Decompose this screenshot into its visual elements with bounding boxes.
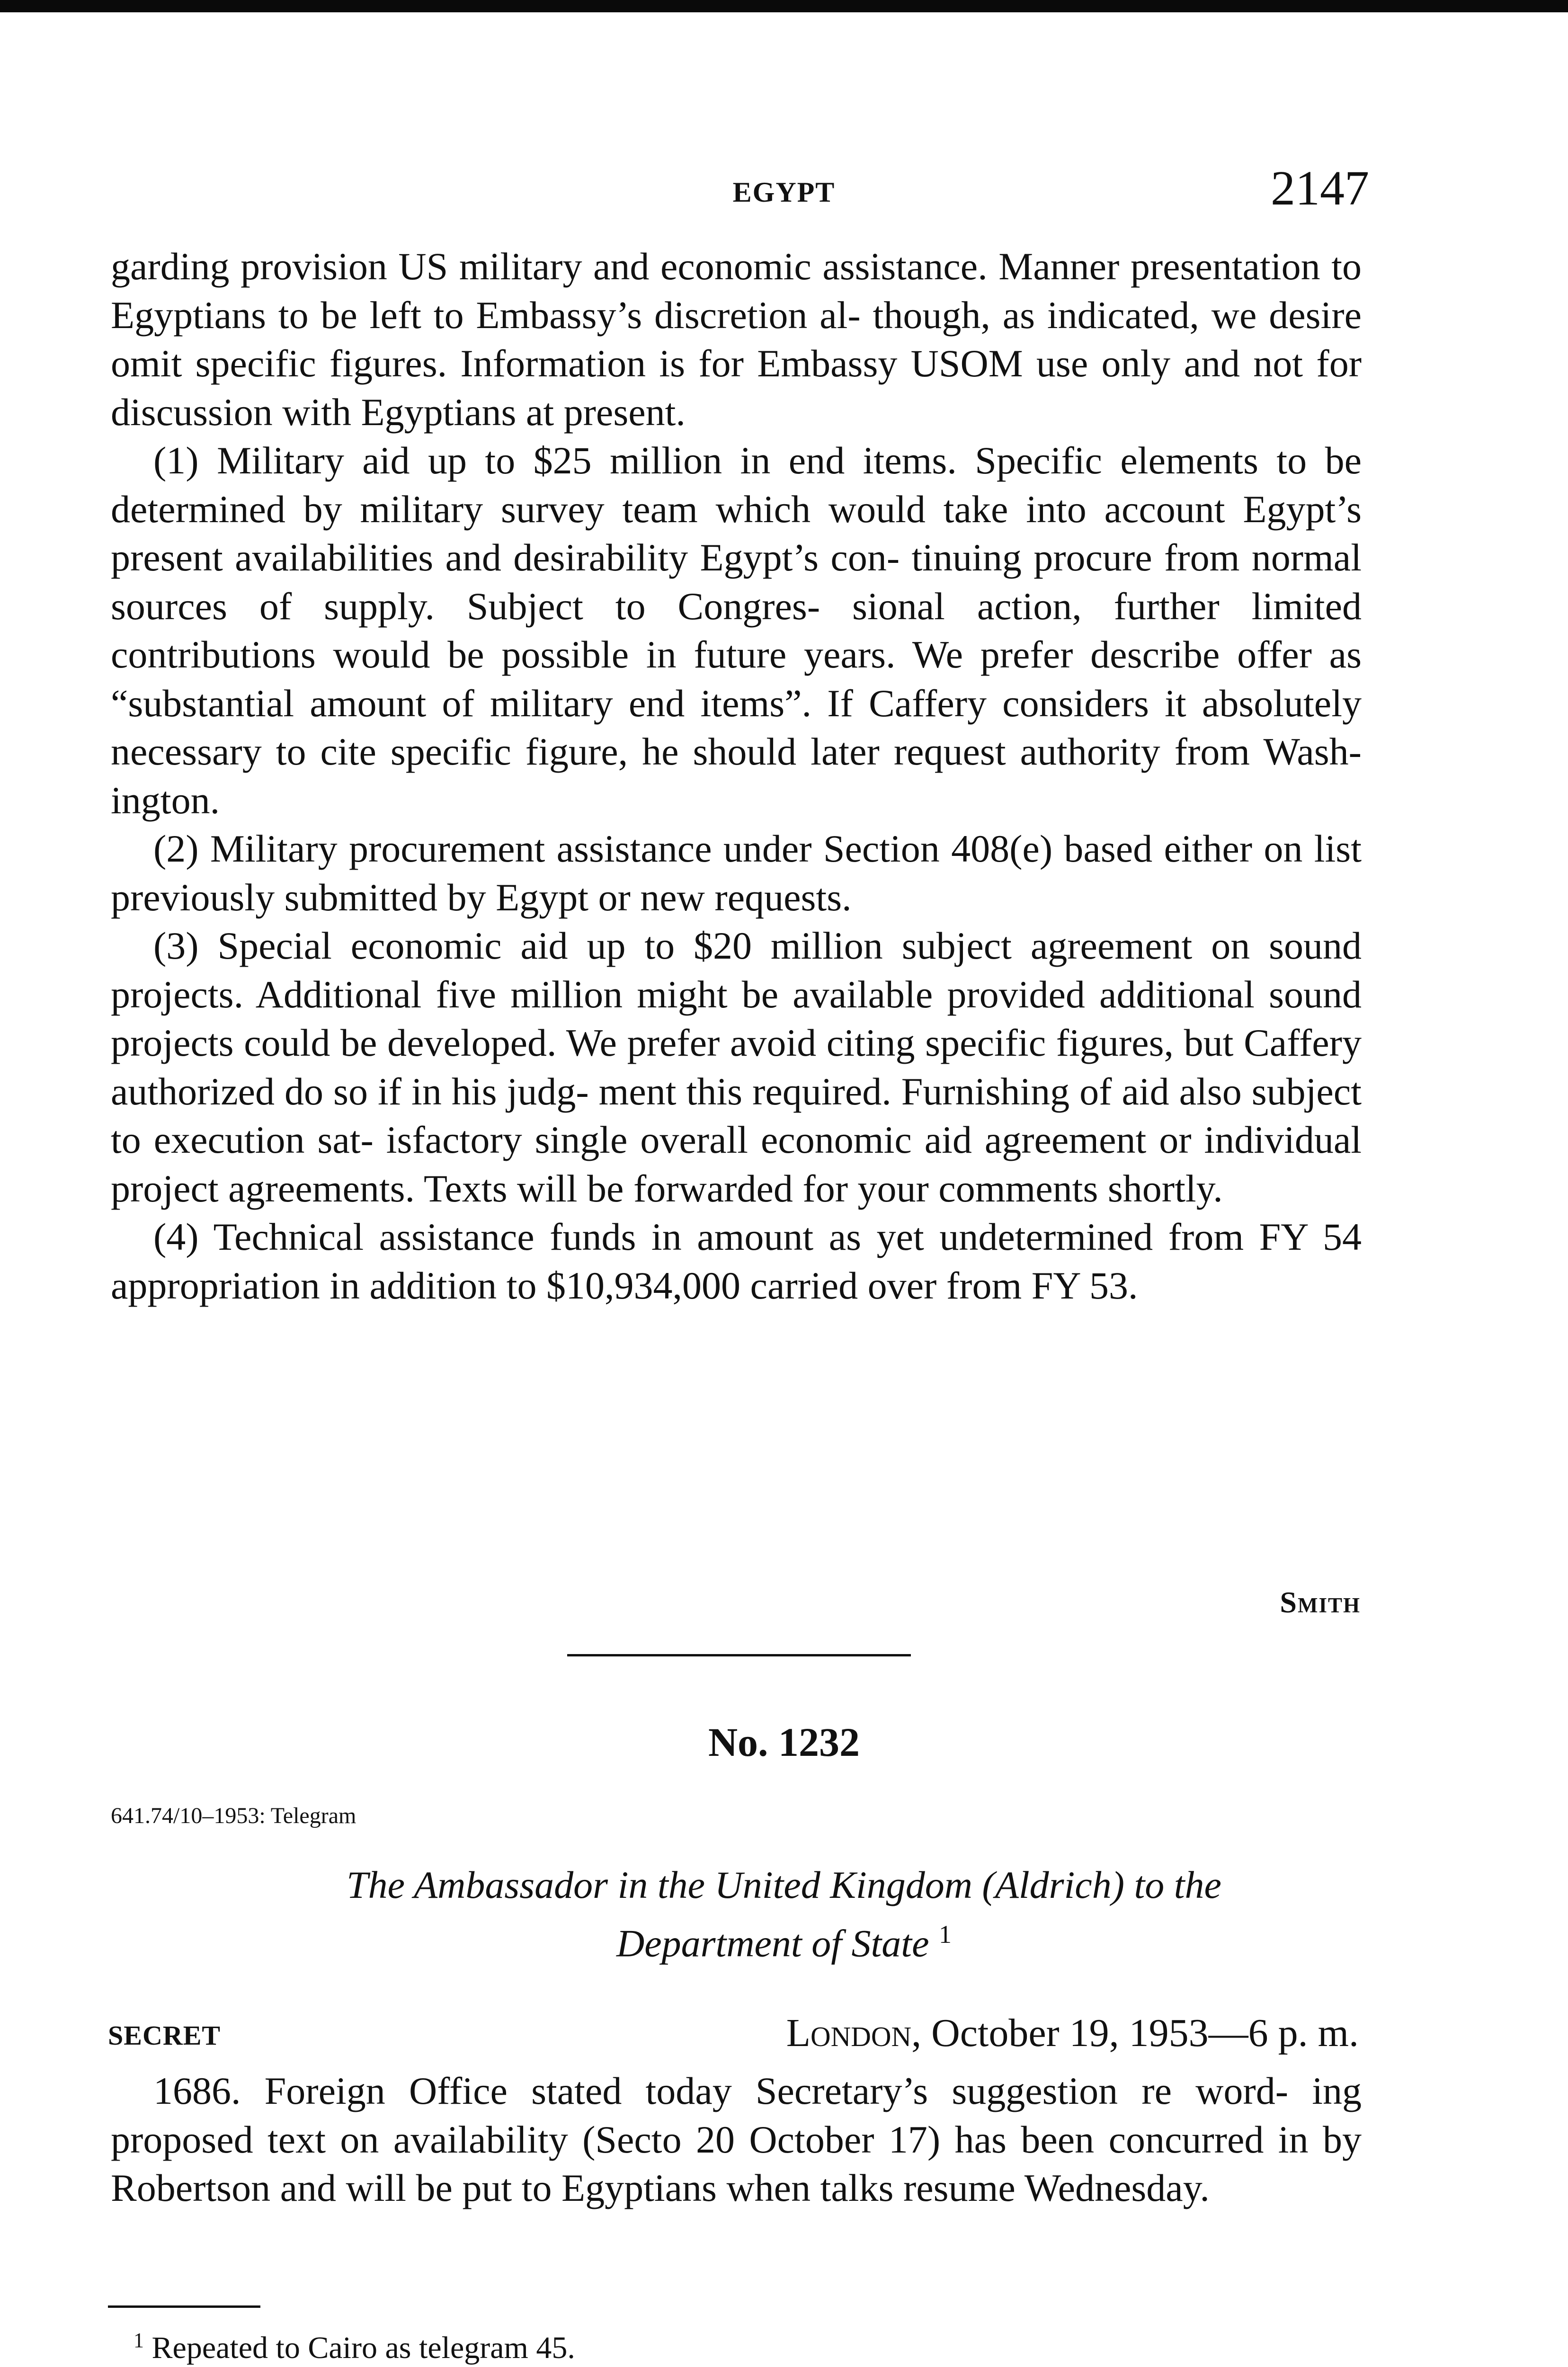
page-top-border — [0, 0, 1568, 12]
telegram-paragraph: 1686. Foreign Office stated today Secretary’s suggestion re word- ing proposed text on availability (Secto 20 October 17) has been concurred in by Robertson and will be put to Egyptians when talks resume Wednesday. — [111, 2069, 1362, 2209]
document-title-line-2-text: Department of State — [616, 1922, 929, 1965]
paragraph-item-3: (3) Special economic aid up to $20 million subject agreement on sound projects. Additional five million might be available provided additional sound projects could be developed. We prefer avoid citing specific figures, but Caffery authorized do so if in his judg- ment this required. Furnishing of aid also subject to execution sat- isfactory single overall economic aid agreement or individual project agreements. Texts will be forwarded for your comments shortly. — [111, 924, 1362, 1210]
page-number: 2147 — [1271, 161, 1369, 215]
running-head: EGYPT — [732, 177, 836, 208]
footnote-reference: 1 — [938, 1920, 952, 1949]
document-title-line-2 — [156, 1910, 1412, 1968]
document-title-line-1: The Ambassador in the United Kingdom (Aldrich) to the — [347, 1863, 1221, 1906]
footnote-divider — [108, 2305, 260, 2308]
classification: SECRET — [108, 2020, 221, 2051]
signature: Smith — [1280, 1585, 1361, 1619]
footnote — [134, 2328, 575, 2366]
paragraph-intro: garding provision US military and economic assistance. Manner presentation to Egyptians to be left to Embassy’s discretion al- though, as indicated, we desire omit specific figures. Information is for Embassy USOM use only and not for discussion with Egyptians at present. — [111, 245, 1362, 434]
dateline-place: London, — [786, 2011, 922, 2055]
telegram-body — [111, 2067, 1362, 2213]
file-reference: 641.74/10–1953: Telegram — [111, 1803, 356, 1828]
paragraph-item-1: (1) Military aid up to $25 million in end items. Specific elements to be determined by military survey team which would take into account Egypt’s present availabilities and desirability Egypt’s con- tinuing procure from normal sources of supply. Subject to Congres- sional action, further limited contributions would be possible in future years. We prefer describe offer as “substantial amount of military end items”. If Caffery considers it absolutely necessary to cite specific figure, he should later request authority from Wash- ington. — [111, 439, 1362, 822]
paragraph-item-4: (4) Technical assistance funds in amount as yet undetermined from FY 54 appropriation in addition to $10,934,000 carried over from FY 53. — [111, 1215, 1362, 1307]
section-divider — [567, 1654, 911, 1656]
document-number: No. 1232 — [708, 1719, 860, 1765]
dateline — [786, 2010, 1359, 2056]
continued-document-body — [111, 242, 1362, 1310]
paragraph-item-2: (2) Military procurement assistance under Section 408(e) based either on list previously submitted by Egypt or new requests. — [111, 827, 1362, 919]
footnote-mark: 1 — [134, 2329, 144, 2352]
dateline-date: October 19, 1953—6 p. m. — [931, 2011, 1359, 2055]
document-title — [156, 1860, 1412, 1968]
footnote-text: Repeated to Cairo as telegram 45. — [151, 2331, 575, 2365]
